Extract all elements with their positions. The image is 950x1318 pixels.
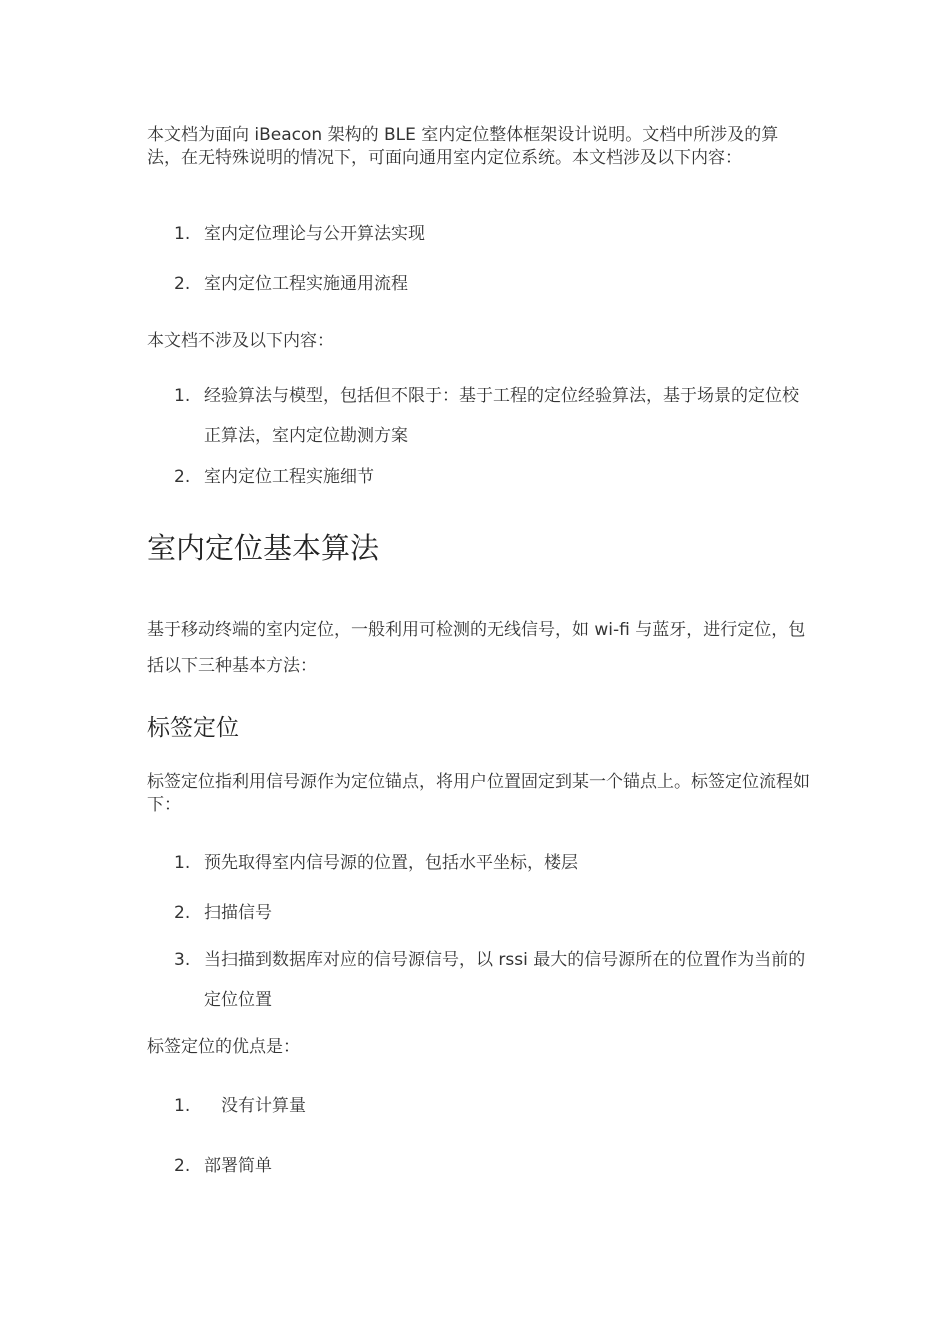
subsection-heading: 标签定位 [147,715,239,741]
section-heading: 室内定位基本算法 [147,531,380,565]
advantages-label: 标签定位的优点是： [147,1037,300,1057]
list-text: 部署简单 [204,1156,272,1176]
not-covered-list-item [174,457,814,497]
list-number: 2. [174,467,191,487]
advantage-list-item [174,1086,814,1126]
list-number: 2. [174,903,191,923]
advantage-list-item [174,1146,814,1186]
list-number: 2. [174,1156,191,1176]
list-number: 3. [174,950,191,970]
intro-paragraph: 本文档为面向 iBeacon 架构的 BLE 室内定位整体框架设计说明。文档中所涉及的算法，在无特殊说明的情况下，可面向通用室内定位系统。本文档涉及以下内容： [147,125,779,168]
list-number: 1. [174,386,191,406]
list-text: 经验算法与模型，包括但不限于：基于工程的定位经验算法，基于场景的定位校正算法，室内定位勘测方案 [204,386,799,446]
scope-list-item [174,214,814,254]
not-covered-label: 本文档不涉及以下内容： [147,331,334,351]
list-text: 没有计算量 [221,1096,306,1116]
list-text: 室内定位理论与公开算法实现 [204,224,425,244]
list-number: 1. [174,853,191,873]
step-list-item [174,940,814,1020]
list-text: 室内定位工程实施通用流程 [204,274,408,294]
list-text: 扫描信号 [204,903,272,923]
subsection-intro-paragraph: 标签定位指利用信号源作为定位锚点，将用户位置固定到某一个锚点上。标签定位流程如下： [147,772,810,815]
list-number: 1. [174,1096,191,1116]
list-text: 预先取得室内信号源的位置，包括水平坐标，楼层 [204,853,578,873]
list-number: 2. [174,274,191,294]
not-covered-list-item [174,376,814,456]
list-text: 当扫描到数据库对应的信号源信号，以 rssi 最大的信号源所在的位置作为当前的定位位置 [204,950,806,1010]
section-intro-paragraph: 基于移动终端的室内定位，一般利用可检测的无线信号，如 wi-fi 与蓝牙，进行定位，包括以下三种基本方法： [147,620,806,676]
step-list-item [174,893,814,933]
list-number: 1. [174,224,191,244]
step-list-item [174,843,814,883]
list-text: 室内定位工程实施细节 [204,467,374,487]
scope-list-item [174,264,814,304]
